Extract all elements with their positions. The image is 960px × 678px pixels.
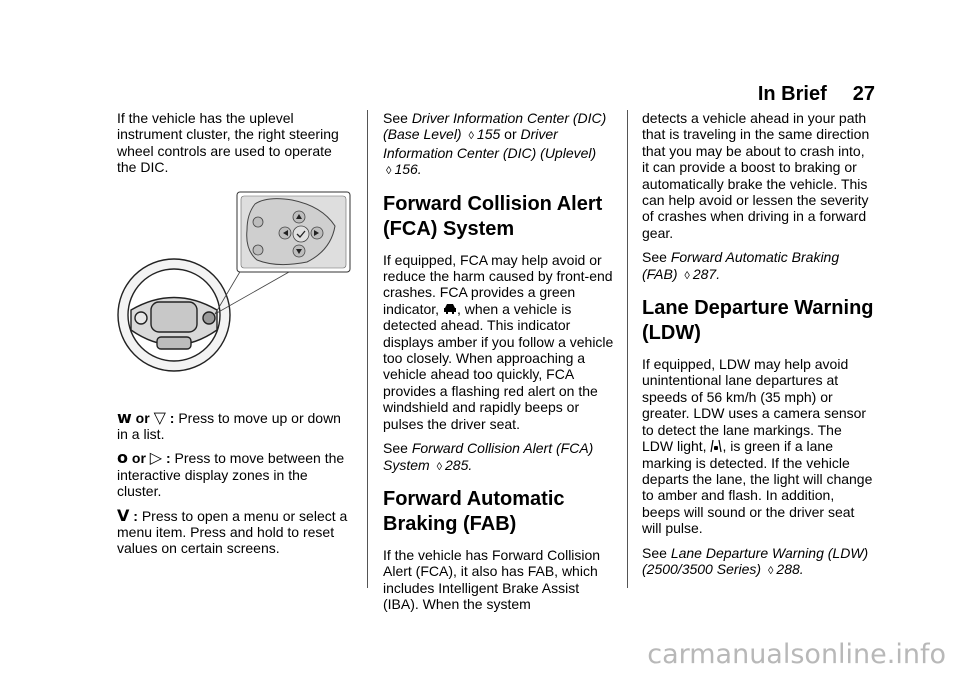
fab-reference: See Forward Automatic Braking (FAB) ◊ 287.: [642, 249, 840, 282]
page-number: 27: [852, 83, 875, 105]
intro-paragraph: If the vehicle has the uplevel instrument cluster, the right steering wheel controls are used to operate the DIC.: [117, 110, 339, 176]
steering-wheel-controls-figure: [117, 190, 349, 400]
right-arrow-icon: ▷: [149, 448, 163, 468]
dic-reference: See Driver Information Center (DIC) (Base Level) ◊ 155 or Driver Information Center (DIC) (Uplevel) ◊ 156.: [383, 110, 607, 178]
item-description: Press to open a menu or select a menu item. Press and hold to reset values on certain screens.: [117, 507, 348, 557]
up-arrow-icon: w: [117, 407, 132, 427]
ref-link[interactable]: Driver Information Center (DIC) (Base Level): [383, 110, 607, 143]
item-description: Press to move up or down in a list.: [117, 409, 341, 443]
page-ref[interactable]: 155: [476, 126, 501, 143]
column-3: [642, 110, 874, 587]
ref-link[interactable]: Lane Departure Warning (LDW) (2500/3500 Series): [642, 544, 869, 577]
ldw-heading: Lane Departure Warning (LDW): [642, 297, 874, 345]
watermark: carmanualsonline.info: [647, 639, 946, 670]
ref-link[interactable]: Driver Information Center (DIC) (Uplevel): [383, 126, 597, 161]
fab-paragraph: If the vehicle has Forward Collision Alert (FCA), it also has FAB, which includes Intelligent Brake Assist (IBA). When the system: [383, 546, 601, 613]
steering-wheel-illustration: [117, 190, 352, 400]
section-title: In Brief: [757, 83, 827, 105]
select-item: V : Press to open a menu or select a menu item. Press and hold to reset values on certain screens.: [117, 505, 348, 557]
lane-departure-icon: [710, 439, 722, 453]
list-nav-item: w or ▽ : Press to move up or down in a list.: [117, 407, 341, 443]
ref-link[interactable]: Forward Automatic Braking (FAB): [642, 249, 840, 282]
fab-paragraph-continued: detects a vehicle ahead in your path that is traveling in the same direction that you may be about to crash into, it can provide a boost to braking or automatically brake the vehicle. This can help avoid or lessen the severity of crashes when driving in a forward gear.: [642, 110, 870, 241]
page-ref[interactable]: 285: [445, 456, 469, 473]
vehicle-ahead-icon: [443, 303, 457, 315]
page-ref[interactable]: 156: [394, 161, 418, 178]
page-ref[interactable]: 288: [776, 560, 800, 577]
page-header: [600, 83, 875, 106]
zone-nav-item: o or ▷ : Press to move between the interactive display zones in the cluster.: [117, 448, 345, 500]
column-divider: [627, 110, 628, 588]
fca-heading: Forward Collision Alert (FCA) System: [383, 192, 603, 240]
fca-paragraph: If equipped, FCA may help avoid or reduce the harm caused by front-end crashes. FCA provides a green indicator, , when a vehicle is detected ahead. This indicator displays amber if you follow a vehicle too closely. When approaching a vehicle ahead too quickly, FCA provides a flashing red alert on the windshield and rapidly beeps or pulses the driver seat.: [383, 251, 614, 432]
page-ref[interactable]: 287: [692, 265, 717, 282]
control-panel-inset: [237, 192, 350, 272]
page-ref-icon: ◊: [767, 564, 774, 577]
fca-reference: See Forward Collision Alert (FCA) System ◊ 285.: [383, 440, 594, 473]
ldw-reference: See Lane Departure Warning (LDW) (2500/3500 Series) ◊ 288.: [642, 544, 869, 577]
page-ref-icon: ◊: [468, 130, 474, 143]
left-arrow-icon: o: [117, 448, 128, 468]
ref-link[interactable]: Forward Collision Alert (FCA) System: [383, 440, 594, 473]
checkmark-icon: V: [117, 505, 130, 525]
column-divider: [367, 110, 368, 588]
item-description: Press to move between the interactive display zones in the cluster.: [117, 450, 345, 500]
steering-wheel-icon: [118, 259, 230, 371]
down-arrow-icon: ▽: [153, 407, 166, 427]
column-1: [117, 110, 349, 565]
ldw-paragraph: If equipped, LDW may help avoid unintentional lane departures at speeds of 56 km/h (35 mph) or greater. LDW uses a camera sensor to detect the lane markings. The LDW light, , is green if a lane marking is detected. If the vehicle departs the lane, the light will change to amber and flash. In addition, beeps will sound or the driver seat will pulse.: [642, 356, 873, 537]
page-ref-icon: ◊: [684, 269, 690, 282]
column-2: [383, 110, 615, 621]
page-ref-icon: ◊: [386, 165, 392, 178]
callout-lines: [215, 270, 289, 314]
page-ref-icon: ◊: [436, 460, 443, 473]
fab-heading: Forward Automatic Braking (FAB): [383, 487, 565, 535]
